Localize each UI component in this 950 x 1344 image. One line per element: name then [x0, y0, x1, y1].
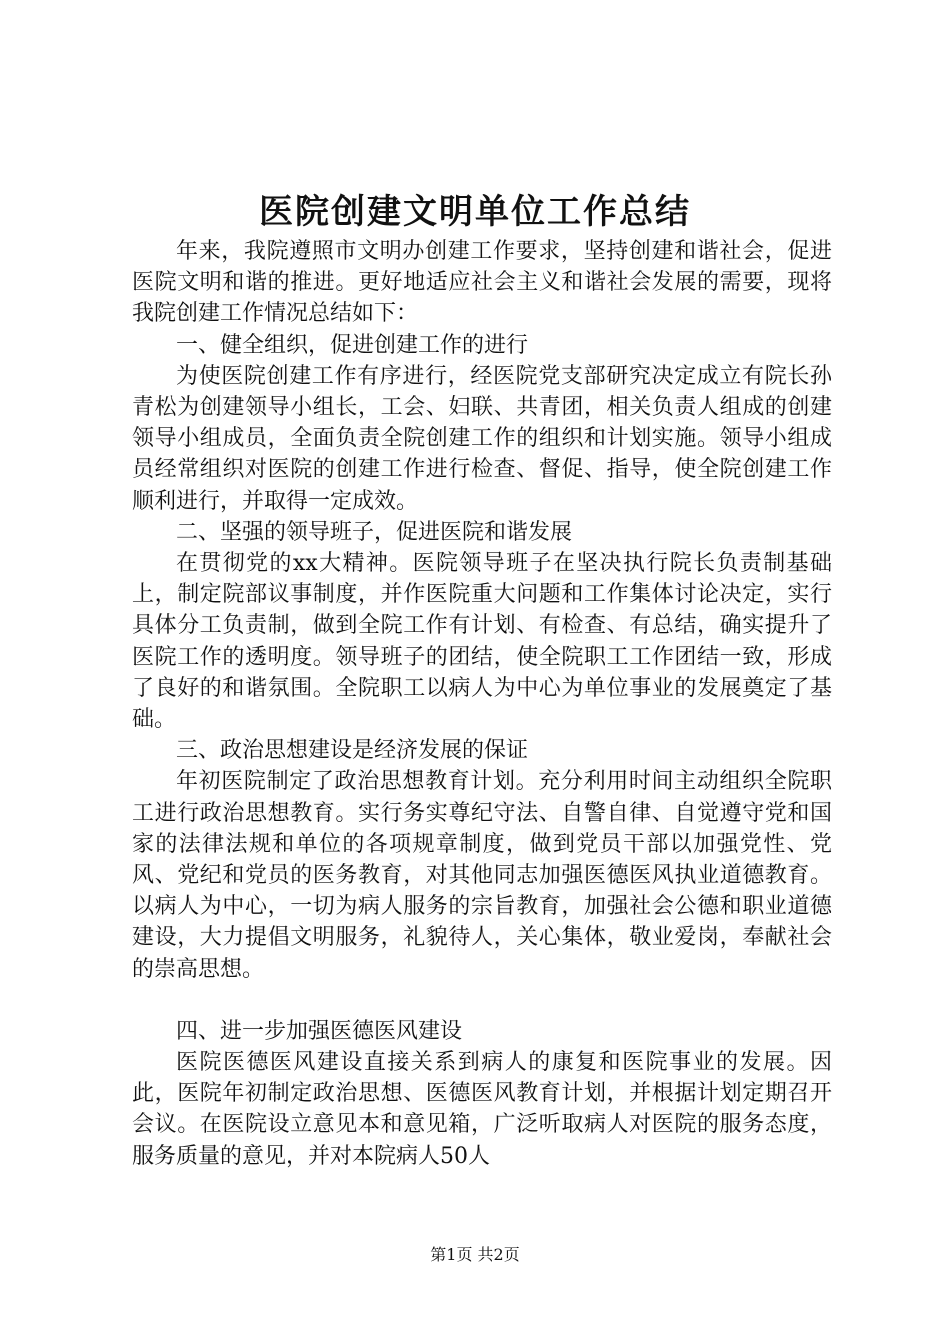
document-body — [132, 236, 832, 1172]
document-title: 医院创建文明单位工作总结 — [259, 192, 691, 232]
section-heading-3: 三、政治思想建设是经济发展的保证 — [176, 738, 529, 764]
section-heading-1: 一、健全组织，促进创建工作的进行 — [176, 332, 529, 358]
section-heading-2: 二、坚强的领导班子，促进医院和谐发展 — [176, 519, 573, 545]
section-heading-4: 四、进一步加强医德医风建设 — [176, 1018, 463, 1044]
section-paragraph-3: 年初医院制定了政治思想教育计划。充分利用时间主动组织全院职工进行政治思想教育。实行务实尊纪守法、自警自律、自觉遵守党和国家的法律法规和单位的各项规章制度，做到党员干部以加强党性、党风、党纪和党员的医务教育，对其他同志加强医德医风执业道德教育。以病人为中心，一切为病人服务的宗旨教育，加强社会公德和职业道德建设，大力提倡文明服务，礼貌待人，关心集体，敬业爱岗，奉献社会的崇高思想。 — [132, 769, 832, 982]
section-paragraph-4: 医院医德医风建设直接关系到病人的康复和医院事业的发展。因此，医院年初制定政治思想、医德医风教育计划，并根据计划定期召开会议。在医院设立意见本和意见箱，广泛听取病人对医院的服务态度，服务质量的意见，并对本院病人50人 — [132, 1050, 832, 1169]
paragraph-spacer — [132, 985, 832, 1016]
section-paragraph-2: 在贯彻党的xx大精神。医院领导班子在坚决执行院长负责制基础上，制定院部议事制度，并作医院重大问题和工作集体讨论决定，实行具体分工负责制，做到全院工作有计划、有检查、有总结，确实提升了医院工作的透明度。领导班子的团结，使全院职工工作团结一致，形成了良好的和谐氛围。全院职工以病人为中心为单位事业的发展奠定了基础。 — [132, 551, 832, 733]
intro-paragraph: 年来，我院遵照市文明办创建工作要求，坚持创建和谐社会，促进医院文明和谐的推进。更好地适应社会主义和谐社会发展的需要，现将我院创建工作情况总结如下： — [132, 239, 832, 327]
section-paragraph-1: 为使医院创建工作有序进行，经医院党支部研究决定成立有院长孙青松为创建领导小组长，工会、妇联、共青团，相关负责人组成的创建领导小组成员，全面负责全院创建工作的组织和计划实施。领导小组成员经常组织对医院的创建工作进行检查、督促、指导，使全院创建工作顺利进行，并取得一定成效。 — [132, 363, 832, 514]
page-footer: 第1页 共2页 — [430, 1245, 520, 1264]
